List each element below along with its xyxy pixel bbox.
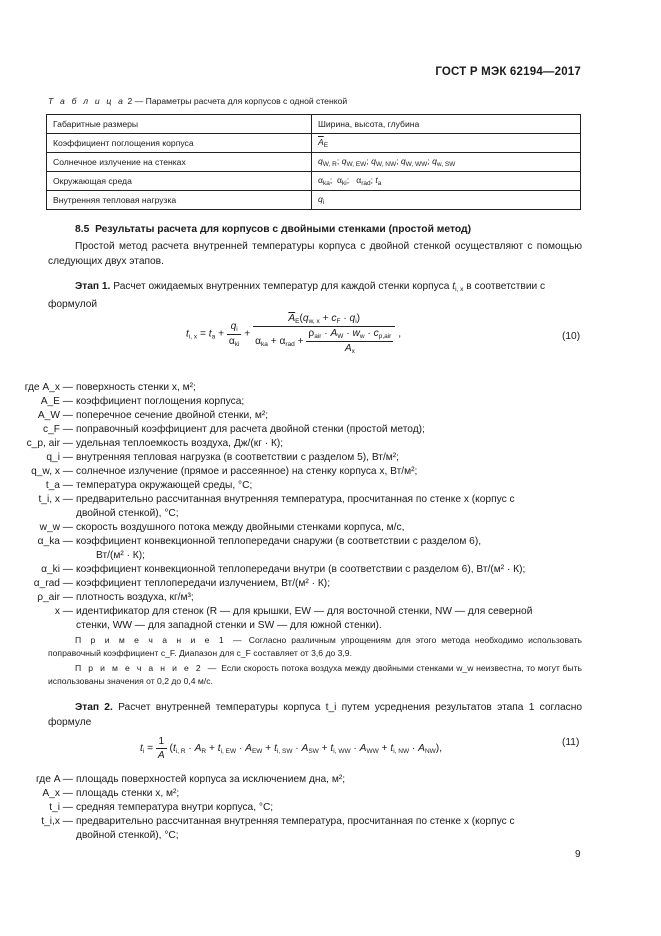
section-title: Результаты расчета для корпусов с двойными стенками (простой метод) (95, 224, 472, 235)
table-row (47, 134, 581, 153)
table-cell-label: Коэффициент поглощения корпуса (47, 134, 312, 153)
stage2-paragraph (48, 700, 582, 730)
def-text: площадь поверхностей корпуса за исключением дна, м²; (76, 774, 346, 785)
section-intro: Простой метод расчета внутренней температуры корпуса с двойной стенкой осуществляют с помощью следующих двух этапов. (48, 241, 582, 267)
def-symbol: A_E — (40, 396, 73, 407)
note-1-prefix: П р и м е ч а н и е 1 — (75, 635, 244, 645)
stage2-text: Расчет внутренней температуры корпуса t_i путем усреднения результатов этапа 1 согласно формуле (48, 702, 582, 728)
def-text: плотность воздуха, кг/м³; (76, 592, 194, 603)
def-symbol: где A — (36, 774, 73, 785)
def-text: коэффициент теплопередачи излучением, Вт/(м² · К); (76, 578, 331, 589)
table-cell-label: Окружающая среда (47, 172, 312, 191)
def-text: коэффициент поглощения корпуса; (76, 396, 245, 407)
def-symbol: ρ_air — (37, 592, 73, 603)
def-symbol: α_rad — (33, 578, 73, 589)
note-1 (48, 634, 582, 660)
table-cell-label: Габаритные размеры (47, 115, 312, 134)
stage2-label: Этап 2. (75, 702, 113, 713)
def-symbol: t_i,x — (41, 816, 73, 827)
def-text: поверхность стенки x, м²; (76, 382, 196, 393)
def-text: коэффициент конвекционной теплопередачи внутри (в соответствии с разделом 6), Вт/(м² · К); (76, 564, 526, 575)
table-row (47, 191, 581, 210)
def-symbol: t_i, x — (38, 494, 73, 505)
def-text: стенки, WW — для западной стенки и SW — для южной стенки). (76, 620, 382, 631)
def-text: температура окружающей среды, °С; (76, 480, 253, 491)
document-header: ГОСТ Р МЭК 62194—2017 (435, 66, 581, 78)
table-caption-prefix: Т а б л и ц а (48, 96, 126, 106)
def-text: площадь стенки x, м²; (76, 788, 180, 799)
page-number: 9 (575, 849, 581, 860)
def-symbol: q_i — (46, 452, 73, 463)
stage1-text-a: Расчет ожидаемых внутренних температур для каждой стенки корпуса (113, 281, 450, 292)
equation-number-11: (11) (562, 737, 580, 748)
def-text: идентификатор для стенок (R — для крышки, EW — для восточной стенки, NW — для северной (76, 606, 533, 617)
section-heading (75, 224, 471, 235)
def-text: поперечное сечение двойной стенки, м²; (76, 410, 269, 421)
stage1-paragraph: Этап 1. Расчет ожидаемых внутренних температур для каждой стенки корпуса $t_{i, x}$ в соответствии с формулой (48, 281, 546, 310)
def-symbol: x — (54, 606, 73, 617)
table-row (47, 153, 581, 172)
stage1-text-b: в соответствии с формулой (48, 281, 546, 310)
def-text: средняя температура внутри корпуса, °С; (76, 802, 274, 813)
def-symbol: A_x — (42, 788, 73, 799)
def-text: предварительно рассчитанная внутренняя температура, просчитанная по стенке x (корпус с (76, 816, 515, 827)
def-text: двойной стенкой), °С; (76, 508, 179, 519)
def-text: солнечное излучение (прямое и рассеянное) на стенку корпуса x, Вт/м²; (76, 466, 418, 477)
note-2-prefix: П р и м е ч а н и е 2 — (75, 663, 219, 673)
table-cell-value: $\alpha_{ka}$; $\alpha_{ki}$; $\alpha_{rad}$; $t_a$ (312, 172, 581, 191)
formula-10: $t_{i, x} = t_a$ + $\frac{q_i}{\alpha_{ki}}$ + $\overline{A}_E(q_{w, x} + c_F \cdot q_i)$ $\alpha_{ka} + \alpha_{rad}$ + $\frac{\rho_{air} \cdot A_W \cdot w_w \cdot c_{p,air}}{A_x}$ , (186, 313, 402, 355)
def-symbol: t_i — (49, 802, 73, 813)
def-symbol: c_F — (42, 424, 73, 435)
def-symbol: α_ka — (37, 536, 73, 547)
table-caption-text: 2 — Параметры расчета для корпусов с одной стенкой (127, 96, 348, 106)
table-cell-label: Солнечное излучение на стенках (47, 153, 312, 172)
note-2-text: Если скорость потока воздуха между двойными стенками w_w неизвестна, то могут быть использованы значения от 0,2 до 0,4 м/с. (48, 663, 582, 686)
parameters-table (46, 114, 581, 210)
def-text: поправочный коэффициент для расчета двойной стенки (простой метод); (76, 424, 425, 435)
def-symbol: A_W — (37, 410, 73, 421)
table-row (47, 115, 581, 134)
def-text: двойной стенкой), °С; (76, 830, 179, 841)
stage1-label: Этап 1. (75, 281, 111, 292)
table-cell-label: Внутренняя тепловая нагрузка (47, 191, 312, 210)
section-number: 8.5 (75, 224, 90, 235)
note-1-text: Согласно различным упрощениям для этого метода необходимо использовать поправочный коэффициент c_F. Диапазон для c_F составляет от 3,6 до 3,9. (48, 635, 583, 658)
table-row (47, 172, 581, 191)
def-symbol: w_w — (39, 522, 73, 533)
def-symbol: c_p, air — (26, 438, 73, 449)
def-text: удельная теплоемкость воздуха, Дж/(кг · К); (76, 438, 284, 449)
table-cell-value: $q_i$ (312, 191, 581, 210)
table-caption (48, 96, 347, 106)
def-symbol: t_a — (45, 480, 73, 491)
note-2 (48, 662, 582, 688)
def-symbol: α_ki — (41, 564, 73, 575)
def-text: внутренняя тепловая нагрузка (в соответствии с разделом 5), Вт/м²; (76, 452, 400, 463)
table-cell-value: $q_{W, R}$; $q_{W, EW}$; $q_{W, NW}$; $q_{W, WW}$; $q_{w, SW}$ (312, 153, 581, 172)
def-symbol: q_w, x — (31, 466, 73, 477)
def-symbol: где A_x — (24, 382, 73, 393)
table-cell-value: Ширина, высота, глубина (312, 115, 581, 134)
def-text: коэффициент конвекционной теплопередачи снаружи (в соответствии с разделом 6), (76, 536, 482, 547)
equation-number-10: (10) (562, 331, 581, 342)
def-text: Вт/(м² · К); (96, 550, 145, 561)
def-text: скорость воздушного потока между двойными стенками корпуса, м/с, (76, 522, 405, 533)
table-cell-value: $\overline{A}_E$ (312, 134, 581, 153)
formula-11: $t_i$ = $\frac{1}{A}$ $(t_{i, R} \cdot A_R + t_{i, EW} \cdot A_{EW} + t_{i, SW} \cdot A_{SW} + t_{i, WW} \cdot A_{WW} + t_{i, NW} \cdot A_{NW})$, (140, 736, 443, 761)
def-text: предварительно рассчитанная внутренняя температура, просчитанная по стенке x (корпус с (76, 494, 515, 505)
